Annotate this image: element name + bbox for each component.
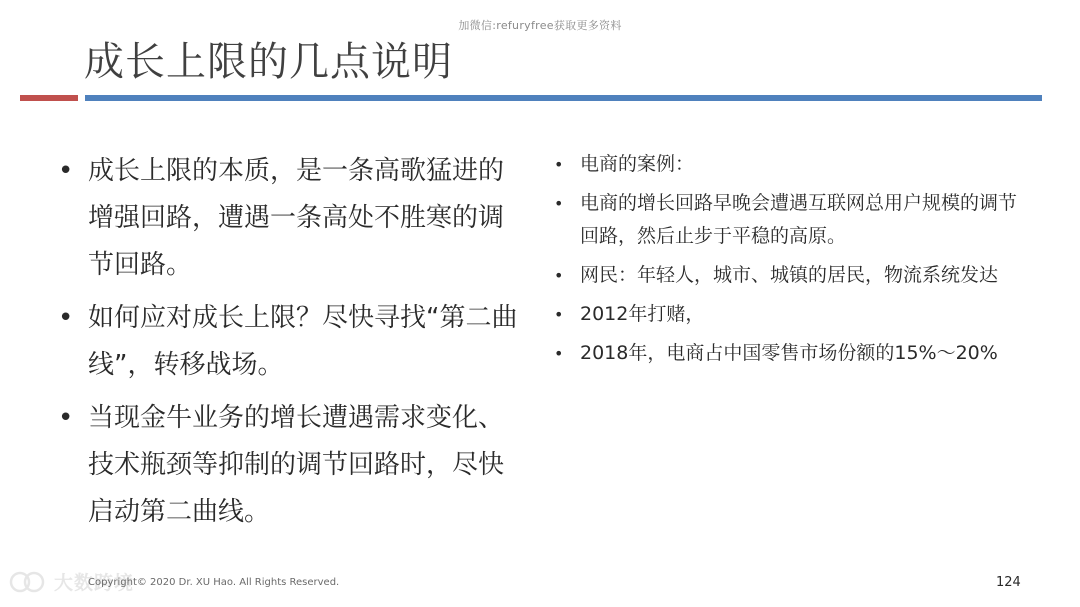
- left-column: [58, 148, 518, 542]
- bullet-icon: •: [58, 403, 74, 433]
- bullet-text: 如何应对成长上限？尽快寻找“第二曲线”，转移战场。: [88, 303, 518, 380]
- list-item: [552, 148, 1022, 181]
- copyright-text: Copyright© 2020 Dr. XU Hao. All Rights Reserved.: [88, 577, 340, 588]
- slide-title: 成长上限的几点说明: [84, 39, 453, 85]
- bullet-text: 电商的案例：: [580, 153, 695, 175]
- right-column: [552, 148, 1022, 376]
- list-item: [552, 298, 1022, 331]
- title-underline-blue: [85, 95, 1042, 101]
- logo-text: 大数跨境: [54, 572, 135, 594]
- list-item: [58, 295, 518, 389]
- list-item: [552, 187, 1022, 253]
- bullet-icon: •: [554, 155, 564, 174]
- bullet-icon: •: [58, 156, 74, 186]
- bullet-text: 网民：年轻人，城市、城镇的居民，物流系统发达: [580, 264, 999, 286]
- bullet-text: 电商的增长回路早晚会遭遇互联网总用户规模的调节回路，然后止步于平稳的高原。: [580, 192, 1018, 247]
- page-number: 124: [996, 575, 1021, 590]
- bullet-icon: •: [554, 194, 564, 213]
- logo-icon: [8, 569, 48, 595]
- list-item: [58, 395, 518, 536]
- bullet-icon: •: [554, 305, 564, 324]
- watermark-text: 加微信:refuryfree获取更多资料: [458, 19, 622, 32]
- title-underline-red: [20, 95, 78, 101]
- bullet-icon: •: [554, 344, 564, 363]
- list-item: [552, 337, 1022, 370]
- bullet-icon: •: [58, 303, 74, 333]
- list-item: [552, 259, 1022, 292]
- bullet-text: 当现金牛业务的增长遭遇需求变化、技术瓶颈等抑制的调节回路时，尽快启动第二曲线。: [88, 403, 505, 527]
- bullet-text: 2018年，电商占中国零售市场份额的15%～20%: [580, 342, 998, 364]
- bullet-text: 2012年打赌，: [580, 303, 705, 325]
- bullet-text: 成长上限的本质，是一条高歌猛进的增强回路，遭遇一条高处不胜寒的调节回路。: [88, 156, 505, 280]
- list-item: [58, 148, 518, 289]
- left-bullet-list: [58, 148, 518, 536]
- bullet-icon: •: [554, 266, 564, 285]
- right-bullet-list: [552, 148, 1022, 370]
